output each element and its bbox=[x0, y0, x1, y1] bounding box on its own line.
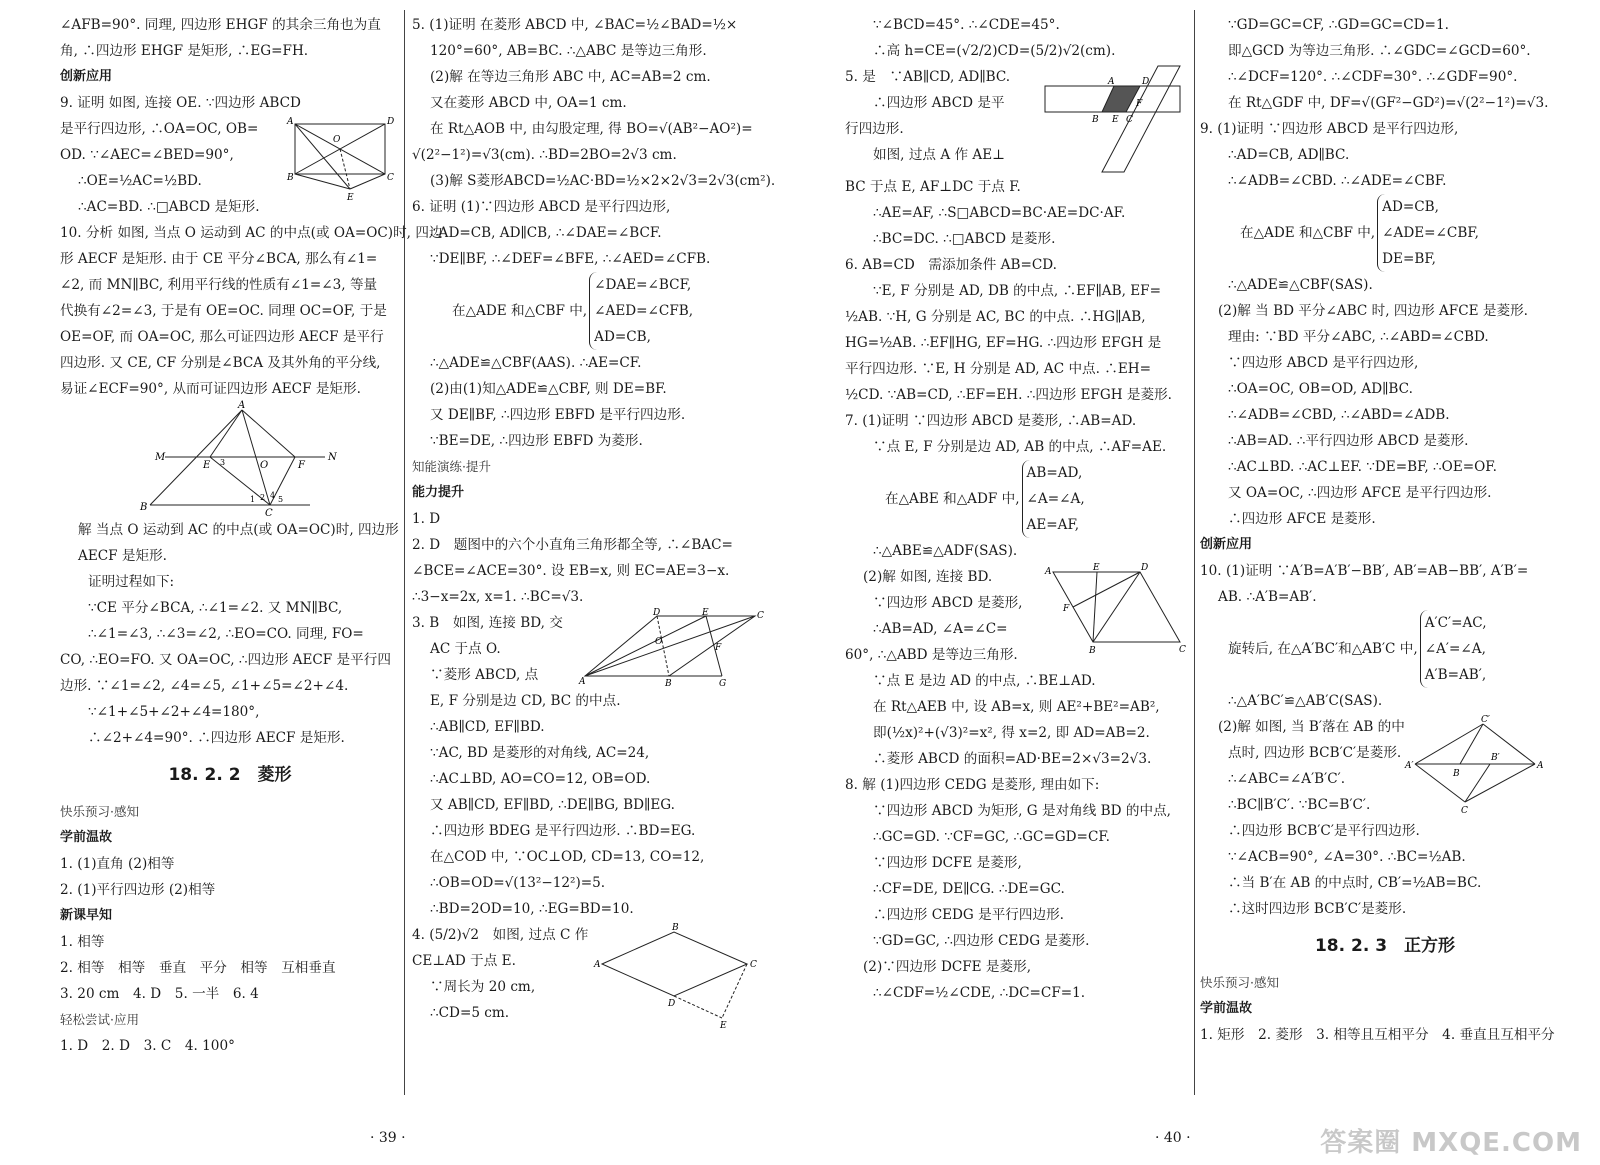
svg-text:2: 2 bbox=[260, 493, 266, 502]
text-line: (2)解 如图, 当 B′落在 AB 的中 bbox=[1218, 719, 1405, 735]
text-line: ∵AC, BD 是菱形的对角线, AC=24, bbox=[430, 745, 650, 761]
text-line: (2)∵四边形 DCFE 是菱形, bbox=[863, 959, 1032, 975]
answer-line: 1. D 2. D 3. C 4. 100° bbox=[60, 1038, 235, 1054]
svg-text:E: E bbox=[720, 1021, 727, 1031]
svg-text:F: F bbox=[1136, 99, 1143, 109]
text-line: √(2²−1²)=√3(cm). ∴BD=2BO=2√3 cm. bbox=[412, 147, 677, 163]
text-line: (3)解 S菱形ABCD=½AC·BD=½×2×2√3=2√3(cm²). bbox=[430, 173, 776, 189]
watermark-logo: 答案圈 MXQE.COM bbox=[1320, 1128, 1582, 1158]
svg-text:N: N bbox=[328, 452, 337, 463]
text-line: ∵∠1+∠5+∠2+∠4=180°, bbox=[88, 704, 260, 720]
text-line: ∠ADE=∠CBF, bbox=[1382, 225, 1479, 241]
rotated-triangles-diagram bbox=[1405, 714, 1545, 814]
rhombus-midpoint-diagram bbox=[577, 610, 782, 688]
text-line: ∴四边形 ABCD 是平 bbox=[873, 95, 1005, 111]
svg-text:5: 5 bbox=[278, 495, 284, 504]
text-line: 9. (1)证明 ∵四边形 ABCD 是平行四边形, bbox=[1200, 121, 1459, 137]
text-line: ∴CD=5 cm. bbox=[430, 1005, 510, 1021]
svg-text:A: A bbox=[1045, 567, 1052, 577]
text-line: ∵BE=DE, ∴四边形 EBFD 为菱形. bbox=[430, 433, 643, 449]
section-title: 18. 2. 3 正方形 bbox=[1314, 936, 1456, 956]
question-9-block bbox=[60, 90, 400, 220]
text-line: 行四边形. bbox=[845, 121, 904, 137]
svg-text:A: A bbox=[594, 960, 601, 970]
text-line: (2)解 如图, 连接 BD. bbox=[863, 569, 993, 585]
question-7-2-block bbox=[845, 564, 1190, 668]
svg-text:B: B bbox=[1453, 769, 1460, 779]
text-line: CO, ∴EO=FO. 又 OA=OC, ∴四边形 AECF 是平行四 bbox=[60, 652, 391, 668]
text-line: ∴菱形 ABCD 的面积=AD·BE=2×√3=2√3. bbox=[873, 751, 1152, 767]
text-line: 又 AB∥CD, EF∥BD, ∴DE∥BG, BD∥EG. bbox=[430, 797, 675, 813]
text-line: 6. AB=CD 需添加条件 AB=CD. bbox=[845, 257, 1058, 273]
text-line: ∴∠2+∠4=90°. ∴四边形 AECF 是矩形. bbox=[88, 730, 345, 746]
text-line: AECF 是矩形. bbox=[78, 548, 167, 564]
text-line: (2)解 当 BD 平分∠ABC 时, 四边形 AFCE 是菱形. bbox=[1218, 303, 1528, 319]
text-line: ∵∠BCD=45°. ∴∠CDE=45°. bbox=[873, 17, 1060, 33]
text-line: ∴四边形 AFCE 是菱形. bbox=[1228, 511, 1376, 527]
svg-text:G: G bbox=[719, 679, 727, 689]
brace-group bbox=[845, 460, 1190, 538]
column-divider bbox=[1194, 10, 1195, 1095]
text-line: ∴AD=CB, AD∥BC. bbox=[1228, 147, 1350, 163]
text-line: DE=BF, bbox=[1382, 251, 1436, 267]
page-number: · 39 · bbox=[370, 1130, 406, 1146]
section-heading: 学前温故 bbox=[1200, 1001, 1253, 1016]
section-heading: 新课早知 bbox=[60, 908, 113, 923]
text-line: CE⊥AD 于点 E. bbox=[412, 953, 516, 969]
text-line: ∴AC=BD. ∴□ABCD 是矩形. bbox=[78, 199, 260, 215]
text-line: ∴高 h=CE=(√2/2)CD=(5/2)√2(cm). bbox=[873, 43, 1116, 59]
text-line: 60°, ∴△ABD 是等边三角形. bbox=[845, 647, 1018, 663]
text-line: 代换有∠2=∠3, 于是有 OE=OC. 同理 OC=OF, 于是 bbox=[60, 303, 387, 319]
text-line: AD=CB, bbox=[594, 329, 651, 345]
column-divider bbox=[404, 10, 405, 1095]
svg-text:F: F bbox=[298, 460, 305, 471]
brace-group bbox=[412, 272, 787, 350]
text-line: A′C′=AC, bbox=[1424, 615, 1487, 631]
svg-text:F: F bbox=[1063, 604, 1070, 614]
text-line: 又 DE∥BF, ∴四边形 EBFD 是平行四边形. bbox=[430, 407, 686, 423]
section-heading: 创新应用 bbox=[1200, 537, 1253, 552]
text-line: ∴∠DCF=120°. ∴∠CDF=30°. ∴∠GDF=90°. bbox=[1228, 69, 1518, 85]
text-line: ∴AE=AF, ∴S□ABCD=BC·AE=DC·AF. bbox=[873, 205, 1126, 221]
text-line: ∵CE 平分∠BCA, ∴∠1=∠2. 又 MN∥BC, bbox=[88, 600, 343, 616]
text-line: 9. 证明 如图, 连接 OE. ∵四边形 ABCD bbox=[60, 95, 301, 111]
text-line: ∴∠ABC=∠A′B′C′. bbox=[1228, 771, 1346, 787]
text-line: (2)解 在等边三角形 ABC 中, AC=AB=2 cm. bbox=[430, 69, 711, 85]
text-line: 即(½x)²+(√3)²=x², 得 x=2, 即 AD=AB=2. bbox=[873, 725, 1150, 741]
text-line: ∴AB∥CD, EF∥BD. bbox=[430, 719, 545, 735]
text-line: 在 Rt△AEB 中, 设 AB=x, 则 AE²+BE²=AB², bbox=[873, 699, 1160, 715]
text-line: ∴这时四边形 BCB′C′是菱形. bbox=[1228, 901, 1407, 917]
text-line: 在△ADE 和△CBF 中, bbox=[1240, 225, 1376, 241]
text-line: ∵周长为 20 cm, bbox=[430, 979, 536, 995]
text-line: ∴∠ADB=∠CBD, ∴∠ABD=∠ADB. bbox=[1228, 407, 1450, 423]
subsection-label: 快乐预习·感知 bbox=[60, 804, 139, 819]
svg-text:4: 4 bbox=[270, 491, 276, 500]
svg-text:B: B bbox=[1089, 646, 1096, 656]
text-line: 证明过程如下: bbox=[88, 574, 175, 590]
question-3-block bbox=[412, 610, 787, 688]
question-5-block bbox=[845, 64, 1190, 174]
text-line: 在 Rt△GDF 中, DF=√(GF²−GD²)=√(2²−1²)=√3. bbox=[1228, 95, 1549, 111]
text-line: 8. 解 (1)四边形 CEDG 是菱形, 理由如下: bbox=[845, 777, 1100, 793]
answer-line: 3. 20 cm 4. D 5. 一半 6. 4 bbox=[60, 986, 259, 1002]
text-line: ∴3−x=2x, x=1. ∴BC=√3. bbox=[412, 589, 584, 605]
brace-group bbox=[1200, 610, 1570, 688]
svg-text:C: C bbox=[1461, 806, 1468, 816]
svg-text:F: F bbox=[715, 643, 722, 653]
text-line: 即△GCD 为等边三角形. ∴∠GDC=∠GCD=60°. bbox=[1228, 43, 1531, 59]
subsection-label: 轻松尝试·应用 bbox=[60, 1012, 139, 1027]
text-line: 旋转后, 在△A′BC′和△AB′C 中, bbox=[1228, 641, 1418, 657]
rhombus-equilateral-diagram bbox=[1045, 564, 1185, 654]
text-line: ∠A=∠A, bbox=[1026, 491, 1085, 507]
text-line: 解 当点 O 运动到 AC 的中点(或 OA=OC)时, 四边形 bbox=[78, 522, 399, 538]
section-heading: 能力提升 bbox=[412, 485, 465, 500]
text-line: ∴BC=DC. ∴□ABCD 是菱形. bbox=[873, 231, 1056, 247]
text-line: AC 于点 O. bbox=[430, 641, 501, 657]
text-line: ∴∠1=∠3, ∴∠3=∠2, ∴EO=CO. 同理, FO= bbox=[88, 626, 364, 642]
svg-text:B: B bbox=[665, 679, 672, 689]
text-line: 理由: ∵BD 平分∠ABC, ∴∠ABD=∠CBD. bbox=[1228, 329, 1489, 345]
text-line: 平行四边形. ∵E, H 分别是 AD, AC 中点. ∴EH= bbox=[845, 361, 1152, 377]
svg-text:3: 3 bbox=[220, 458, 226, 467]
svg-text:C: C bbox=[1179, 645, 1186, 655]
text-line: ∴GC=GD. ∵CF=GC, ∴GC=GD=CF. bbox=[873, 829, 1110, 845]
text-line: 是平行四边形, ∴OA=OC, OB= bbox=[60, 121, 259, 137]
text-line: 点时, 四边形 BCB′C′是菱形. bbox=[1228, 745, 1402, 761]
text-line: ∵菱形 ABCD, 点 bbox=[430, 667, 539, 683]
text-line: ∴AB=AD. ∴平行四边形 ABCD 是菱形. bbox=[1228, 433, 1469, 449]
svg-text:D: D bbox=[1141, 563, 1149, 573]
text-line: 5. 是 ∵AB∥CD, AD∥BC. bbox=[845, 69, 1011, 85]
svg-text:D: D bbox=[668, 999, 676, 1009]
answer-line: 1. (1)直角 (2)相等 bbox=[60, 856, 175, 872]
text-line: 10. (1)证明 ∵A′B=A′B′−BB′, AB′=AB−BB′, A′B′= bbox=[1200, 563, 1529, 579]
text-line: BC 于点 E, AF⊥DC 于点 F. bbox=[845, 179, 1021, 195]
svg-text:C: C bbox=[387, 173, 394, 183]
text-line: ∴△ADE≌△CBF(AAS). ∴AE=CF. bbox=[430, 355, 642, 371]
svg-text:A: A bbox=[287, 117, 294, 127]
text-line: ∴OA=OC, OB=OD, AD∥BC. bbox=[1228, 381, 1413, 397]
question-4-block bbox=[412, 922, 787, 1032]
text-line: ∵点 E 是边 AD 的中点, ∴BE⊥AD. bbox=[873, 673, 1096, 689]
text-line: 在△ADE 和△CBF 中, bbox=[452, 303, 588, 319]
text-line: ∴BC∥B′C′. ∵BC=B′C′. bbox=[1228, 797, 1371, 813]
text-line: ∴四边形 CEDG 是平行四边形. bbox=[873, 907, 1064, 923]
text-line: ∴BD=2OD=10, ∴EG=BD=10. bbox=[430, 901, 634, 917]
brace-group bbox=[1200, 194, 1570, 272]
right-page bbox=[800, 0, 1600, 1165]
svg-text:B: B bbox=[287, 173, 294, 183]
text-line: AD=CB, bbox=[1382, 199, 1439, 215]
text-line: 易证∠ECF=90°, 从而可证四边形 AECF 是矩形. bbox=[60, 381, 361, 397]
svg-text:E: E bbox=[1093, 563, 1100, 573]
text-line: ∠AED=∠CFB, bbox=[594, 303, 694, 319]
text-line: ∠DAE=∠BCF, bbox=[594, 277, 692, 293]
text-line: ∴AC⊥BD, AO=CO=12, OB=OD. bbox=[430, 771, 651, 787]
subsection-label: 知能演练·提升 bbox=[412, 459, 491, 474]
svg-text:1: 1 bbox=[250, 495, 256, 504]
text-line: ∠2, 而 MN∥BC, 利用平行线的性质有∠1=∠3, 等量 bbox=[60, 277, 378, 293]
text-line: 3. B 如图, 连接 BD, 交 bbox=[412, 615, 563, 631]
svg-text:B′: B′ bbox=[1491, 753, 1500, 763]
text-line: AB=AD, bbox=[1026, 465, 1083, 481]
text-line: ∵∠ACB=90°, ∠A=30°. ∴BC=½AB. bbox=[1228, 849, 1466, 865]
text-line: ∵DE∥BF, ∴∠DEF=∠BFE, ∴∠AED=∠CFB. bbox=[430, 251, 711, 267]
text-line: ∴△ABE≌△ADF(SAS). bbox=[873, 543, 1018, 559]
rectangle-diagram bbox=[285, 114, 395, 214]
text-line: A′B=AB′, bbox=[1424, 667, 1487, 683]
svg-text:E: E bbox=[1112, 115, 1119, 125]
text-line: ∴CF=DE, DE∥CG. ∴DE=GC. bbox=[873, 881, 1065, 897]
left-column-2 bbox=[412, 12, 787, 1032]
svg-text:D: D bbox=[653, 608, 661, 618]
svg-text:A: A bbox=[238, 400, 246, 411]
svg-text:E: E bbox=[702, 608, 709, 618]
svg-text:A′: A′ bbox=[1405, 761, 1414, 771]
text-line: ∴OE=½AC=½BD. bbox=[78, 173, 202, 189]
text-line: 120°=60°, AB=BC. ∴△ABC 是等边三角形. bbox=[430, 43, 707, 59]
text-line: 如图, 过点 A 作 AE⊥ bbox=[873, 147, 1005, 163]
text-line: 边形. ∵∠1=∠2, ∠4=∠5, ∠1+∠5=∠2+∠4. bbox=[60, 678, 349, 694]
svg-text:O: O bbox=[260, 460, 269, 471]
answer-line: 2. (1)平行四边形 (2)相等 bbox=[60, 882, 216, 898]
text-line: ∴∠CDF=½∠CDE, ∴DC=CF=1. bbox=[873, 985, 1086, 1001]
text-line: ∵GD=GC, ∴四边形 CEDG 是菱形. bbox=[873, 933, 1090, 949]
text-line: ∴四边形 BDEG 是平行四边形. ∴BD=EG. bbox=[430, 823, 696, 839]
svg-text:C: C bbox=[1126, 115, 1133, 125]
right-column-2 bbox=[1200, 12, 1570, 1048]
svg-text:A: A bbox=[579, 677, 586, 687]
svg-text:C: C bbox=[265, 508, 273, 519]
text-line: ∵四边形 DCFE 是菱形, bbox=[873, 855, 1022, 871]
svg-text:A: A bbox=[1537, 761, 1544, 771]
text-line: E, F 分别是边 CD, BC 的中点. bbox=[430, 693, 621, 709]
text-line: OE=OF, 而 OA=OC, 那么可证四边形 AECF 是平行 bbox=[60, 329, 384, 345]
text-line: ∴∠ADB=∠CBD. ∴∠ADE=∠CBF. bbox=[1228, 173, 1447, 189]
text-line: 又 OA=OC, ∴四边形 AFCE 是平行四边形. bbox=[1228, 485, 1492, 501]
page-number: · 40 · bbox=[1155, 1130, 1191, 1146]
text-line: ∵E, F 分别是 AD, DB 的中点, ∴EF∥AB, EF= bbox=[873, 283, 1161, 299]
text-line: 在△COD 中, ∵OC⊥OD, CD=13, CO=12, bbox=[430, 849, 705, 865]
text-line: ∵四边形 ABCD 是平行四边形, bbox=[1228, 355, 1419, 371]
text-line: ∵四边形 ABCD 为矩形, G 是对角线 BD 的中点, bbox=[873, 803, 1171, 819]
text-line: ∴当 B′在 AB 的中点时, CB′=½AB=BC. bbox=[1228, 875, 1482, 891]
right-column-1 bbox=[845, 12, 1190, 1006]
text-line: ∠AFB=90°. 同理, 四边形 EHGF 的其余三角也为直 bbox=[60, 17, 381, 33]
text-line: ½CD. ∵AB=CD, ∴EF=EH. ∴四边形 EFGH 是菱形. bbox=[845, 387, 1172, 403]
section-heading: 创新应用 bbox=[60, 69, 113, 84]
answer-line: 1. D bbox=[412, 511, 441, 527]
text-line: ∴OB=OD=√(13²−12²)=5. bbox=[430, 875, 606, 891]
svg-text:B: B bbox=[672, 923, 679, 933]
text-line: 在△ABE 和△ADF 中, bbox=[885, 491, 1020, 507]
triangle-bisector-diagram bbox=[60, 402, 400, 517]
answer-line: 2. 相等 相等 垂直 平分 相等 互相垂直 bbox=[60, 960, 336, 976]
svg-text:C: C bbox=[757, 611, 764, 621]
text-line: ∠A′=∠A, bbox=[1424, 641, 1486, 657]
text-line: 5. (1)证明 在菱形 ABCD 中, ∠BAC=½∠BAD=½× bbox=[412, 17, 738, 33]
text-line: AB. ∴A′B=AB′. bbox=[1218, 589, 1317, 605]
svg-text:D: D bbox=[387, 117, 395, 127]
text-line: ∵GD=GC=CF, ∴GD=GC=CD=1. bbox=[1228, 17, 1449, 33]
svg-text:E: E bbox=[347, 193, 354, 203]
answer-line: 1. 相等 bbox=[60, 934, 105, 950]
text-line: ∴△A′BC′≌△AB′C(SAS). bbox=[1228, 693, 1383, 709]
rhombus-height-diagram bbox=[592, 922, 772, 1032]
svg-text:B: B bbox=[1092, 115, 1099, 125]
text-line: 6. 证明 (1)∵四边形 ABCD 是平行四边形, bbox=[412, 199, 671, 215]
text-line: ∵点 E, F 分别是边 AD, AB 的中点, ∴AF=AE. bbox=[873, 439, 1167, 455]
text-line: 在 Rt△AOB 中, 由勾股定理, 得 BO=√(AB²−AO²)= bbox=[430, 121, 753, 137]
text-line: 7. (1)证明 ∵四边形 ABCD 是菱形, ∴AB=AD. bbox=[845, 413, 1137, 429]
text-line: ∴AD=CB, AD∥CB, ∴∠DAE=∠BCF. bbox=[430, 225, 662, 241]
text-line: ∴四边形 BCB′C′是平行四边形. bbox=[1228, 823, 1420, 839]
text-line: 形 AECF 是矩形. 由于 CE 平分∠BCA, 那么有∠1= bbox=[60, 251, 378, 267]
text-line: ∴△ADE≌△CBF(SAS). bbox=[1228, 277, 1373, 293]
text-line: 角, ∴四边形 EHGF 是矩形, ∴EG=FH. bbox=[60, 43, 309, 59]
svg-text:A: A bbox=[1108, 77, 1115, 87]
text-line: OD. ∵∠AEC=∠BED=90°, bbox=[60, 147, 234, 163]
svg-text:O: O bbox=[333, 135, 341, 145]
subsection-label: 快乐预习·感知 bbox=[1200, 975, 1279, 990]
text-line: ∠BCE=∠ACE=30°. 设 EB=x, 则 EC=AE=3−x. bbox=[412, 563, 730, 579]
section-heading: 学前温故 bbox=[60, 830, 113, 845]
question-10-2-block bbox=[1200, 714, 1570, 818]
text-line: HG=½AB. ∴EF∥HG, EF=HG. ∴四边形 EFGH 是 bbox=[845, 335, 1162, 351]
text-line: 四边形. 又 CE, CF 分别是∠BCA 及其外角的平分线, bbox=[60, 355, 381, 371]
overlapping-strips-diagram bbox=[1040, 64, 1188, 174]
text-line: AE=AF, bbox=[1026, 517, 1080, 533]
svg-text:C: C bbox=[750, 960, 757, 970]
text-line: 2. D 题图中的六个小直角三角形都全等, ∴∠BAC= bbox=[412, 537, 733, 553]
text-line: ∵四边形 ABCD 是菱形, bbox=[873, 595, 1023, 611]
text-line: ∴AB=AD, ∠A=∠C= bbox=[873, 621, 1008, 637]
text-line: 又在菱形 ABCD 中, OA=1 cm. bbox=[430, 95, 627, 111]
svg-text:M: M bbox=[155, 452, 166, 463]
text-line: 10. 分析 如图, 当点 O 运动到 AC 的中点(或 OA=OC)时, 四边 bbox=[60, 225, 443, 241]
text-line: 4. (5/2)√2 如图, 过点 C 作 bbox=[412, 927, 589, 943]
svg-text:C′: C′ bbox=[1481, 715, 1490, 725]
svg-text:E: E bbox=[203, 460, 211, 471]
text-line: (2)由(1)知△ADE≌△CBF, 则 DE=BF. bbox=[430, 381, 667, 397]
answer-line: 1. 矩形 2. 菱形 3. 相等且互相平分 4. 垂直且互相平分 bbox=[1200, 1027, 1555, 1043]
svg-text:O: O bbox=[655, 637, 663, 647]
svg-text:D: D bbox=[1142, 77, 1150, 87]
text-line: ∴AC⊥BD. ∴AC⊥EF. ∵DE=BF, ∴OE=OF. bbox=[1228, 459, 1497, 475]
text-line: ½AB. ∵H, G 分别是 AC, BC 的中点. ∴HG∥AB, bbox=[845, 309, 1146, 325]
svg-text:B: B bbox=[140, 502, 148, 513]
section-title: 18. 2. 2 菱形 bbox=[168, 765, 292, 785]
